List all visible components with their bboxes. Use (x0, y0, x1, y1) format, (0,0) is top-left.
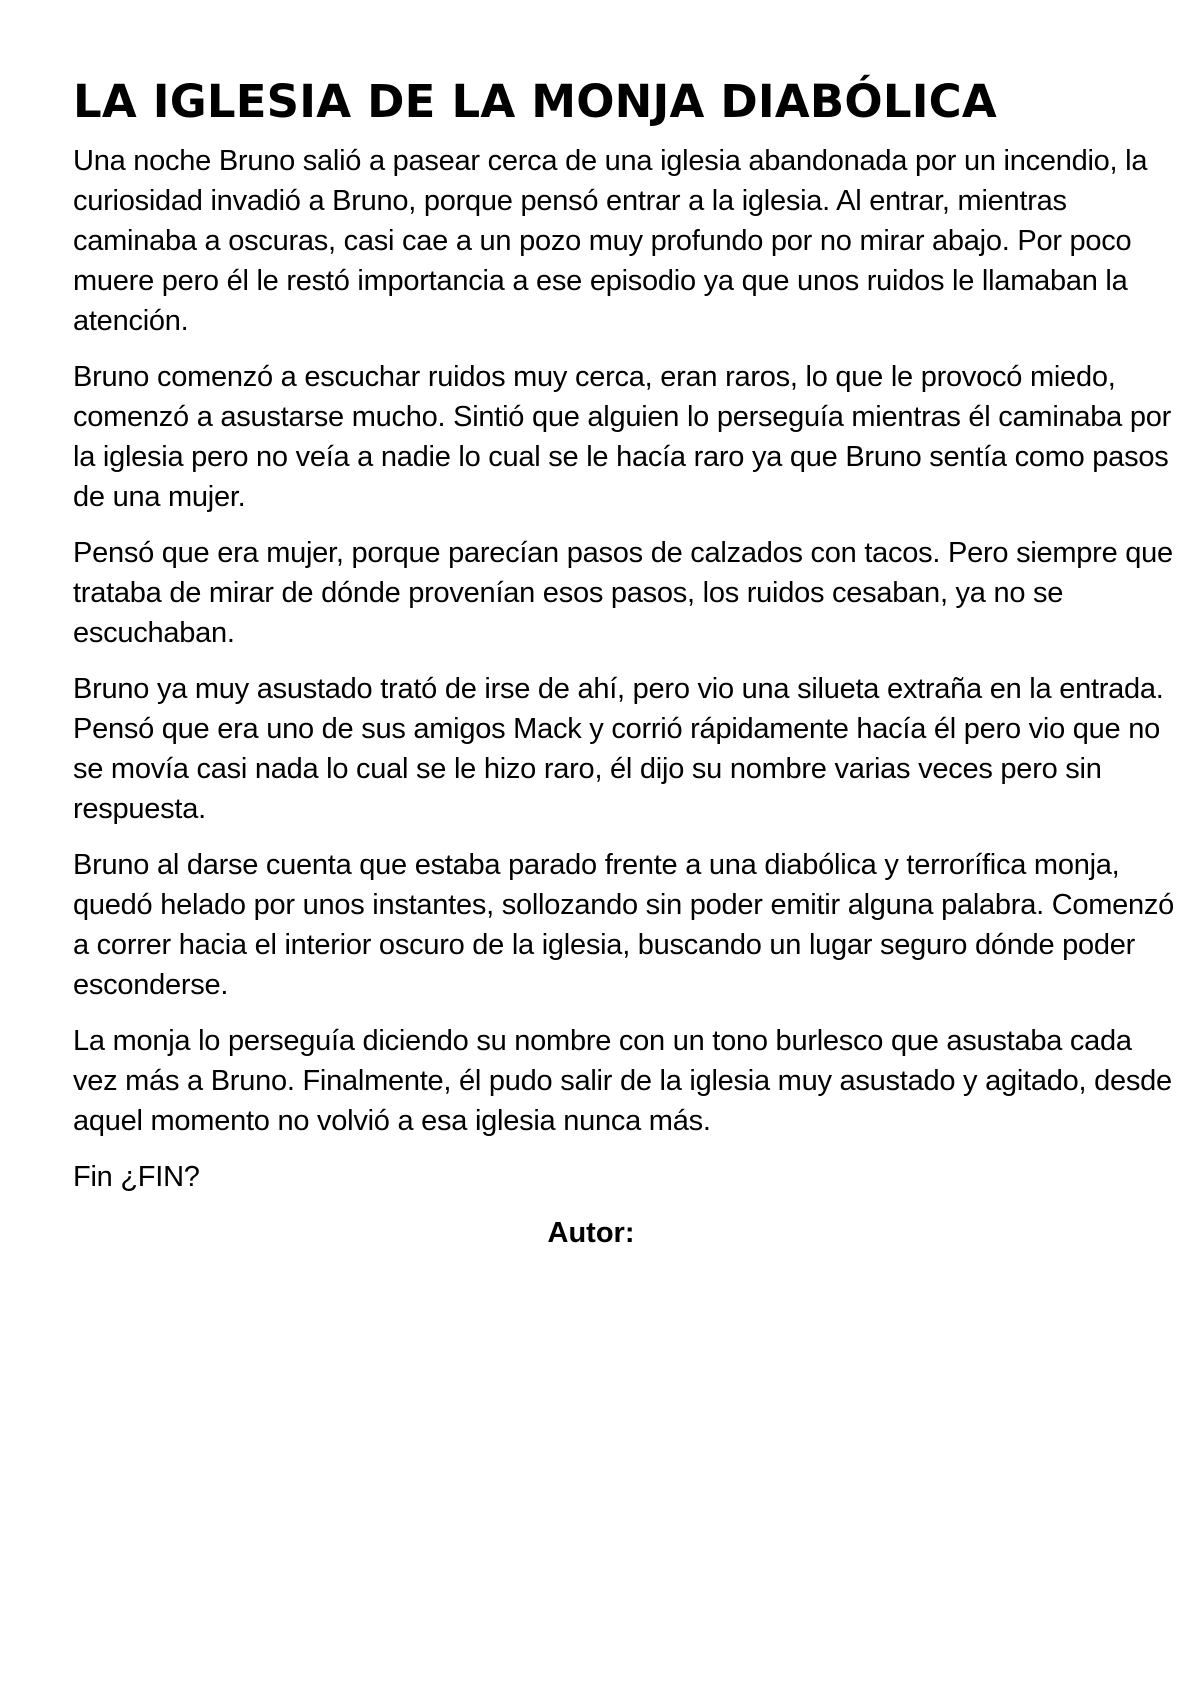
document-title: LA IGLESIA DE LA MONJA DIABÓLICA (73, 75, 997, 128)
closing-line: Fin ¿FIN? (73, 1161, 200, 1193)
paragraph-6: La monja lo perseguía diciendo su nombre con un tono burlesco que asustaba cada vez más a Bruno. Finalmente, él pudo salir de la iglesia muy asustado y agitado, desde aquel momento no volvió a esa iglesia nunca más. (73, 1025, 1172, 1137)
paragraph-3: Pensó que era mujer, porque parecían pasos de calzados con tacos. Pero siempre que trataba de mirar de dónde provenían esos pasos, los ruidos cesaban, ya no se escuchaban. (73, 537, 1173, 649)
paragraph-4: Bruno ya muy asustado trató de irse de ahí, pero vio una silueta extraña en la entrada. Pensó que era uno de sus amigos Mack y corrió rápidamente hacía él pero vio que no se movía casi nada lo cual se le hizo raro, él dijo su nombre varias veces pero sin respuesta. (73, 673, 1164, 825)
author-label: Autor: (547, 1217, 635, 1249)
paragraph-1: Una noche Bruno salió a pasear cerca de una iglesia abandonada por un incendio, la curiosidad invadió a Bruno, porque pensó entrar a la iglesia. Al entrar, mientras caminaba a oscuras, casi cae a un pozo muy profundo por no mirar abajo. Por poco muere pero él le restó importancia a ese episodio ya que unos ruidos le llamaban la atención. (73, 145, 1148, 337)
paragraph-2: Bruno comenzó a escuchar ruidos muy cerca, eran raros, lo que le provocó miedo, comenzó a asustarse mucho. Sintió que alguien lo perseguía mientras él caminaba por la iglesia pero no veía a nadie lo cual se le hacía raro ya que Bruno sentía como pasos de una mujer. (73, 361, 1172, 513)
document-body (73, 74, 1183, 1253)
paragraph-5: Bruno al darse cuenta que estaba parado frente a una diabólica y terrorífica monja, quedó helado por unos instantes, sollozando sin poder emitir alguna palabra. Comenzó a correr hacia el interior oscuro de la iglesia, buscando un lugar seguro dónde poder esconderse. (73, 849, 1175, 1001)
